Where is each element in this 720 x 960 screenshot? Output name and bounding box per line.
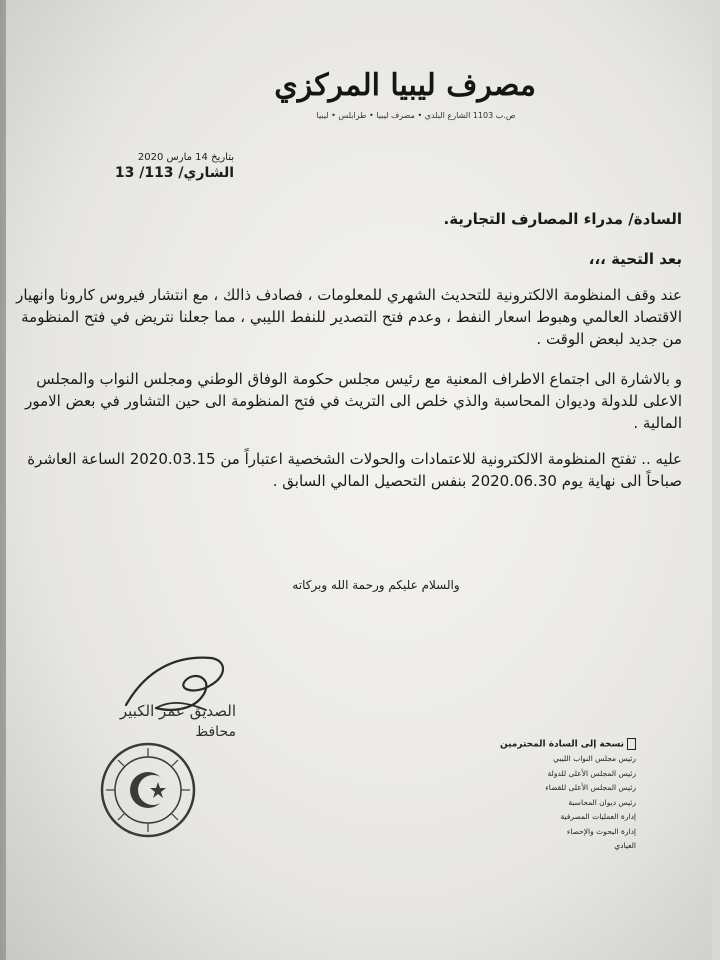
recipient-line: السادة/ مدراء المصارف التجارية. (443, 210, 682, 228)
cc-item: إدارة العمليات المصرفية (560, 812, 636, 821)
cc-header-label: نسخة إلى السادة المحترمين (500, 739, 624, 750)
bank-address: ص.ب 1103 الشارع البلدي • مصرف ليبيا • طرابلس • ليبيا (316, 111, 516, 120)
greeting: بعد التحية ،،، (588, 250, 682, 268)
letterhead (274, 68, 536, 120)
signatory-name: الصديق عمر الكبير (119, 702, 236, 720)
letter-page (6, 0, 712, 960)
cc-header (486, 738, 636, 750)
cc-item: العيادي (614, 841, 636, 850)
cc-checkbox-icon (627, 738, 636, 750)
cc-item: رئيس المجلس الأعلى للقضاء (545, 783, 636, 792)
reference-number: الشاري/ 113/ 13 (114, 165, 234, 181)
official-stamp (98, 740, 198, 840)
closing-salutation: والسلام عليكم ورحمة الله وبركاته (292, 578, 460, 592)
cc-list (486, 752, 636, 854)
cc-item: إدارة البحوث والإحصاء (566, 826, 636, 836)
cc-item: رئيس ديوان المحاسبة (568, 797, 636, 807)
carbon-copy-block (486, 738, 636, 854)
reference-block (114, 152, 234, 181)
cc-item: رئيس مجلس النواب الليبي (553, 754, 636, 763)
paragraph-1: عند وقف المنظومة الالكترونية للتحديث الشهري للمعلومات ، فصادف ذالك ، مع انتشار فيروس كارونا وانهيار الاقتصاد العالمي وهبوط اسعار النفط ، وعدم فتح التصدير للنفط الليبي ، مما جعلنا نتريض في فتح المنظومة من جديد لبعض الوقت . (16, 286, 682, 348)
letter-date: بتاريخ 14 مارس 2020 (137, 152, 234, 163)
paragraph-3: عليه .. تفتح المنظومة الالكترونية للاعتمادات والحولات الشخصية اعتباراً من 2020.03.15 الساعة العاشرة صباحاً الى نهاية يوم 2020.06.30 بنفس التحصيل المالي السابق . (27, 450, 682, 490)
signatory-title: محافظ (195, 724, 236, 740)
cc-item: رئيس المجلس الأعلى للدولة (547, 768, 636, 778)
bank-name: مصرف ليبيا المركزي (274, 68, 536, 103)
paragraph-2: و بالاشارة الى اجتماع الاطراف المعنية مع رئيس مجلس حكومة الوفاق الوطني ومجلس النواب والمجلس الاعلى للدولة وديوان المحاسبة والذي خلص الى التريث في فتح المنظومة الى حين التشاور في بعض الامور المالية . (25, 370, 682, 432)
